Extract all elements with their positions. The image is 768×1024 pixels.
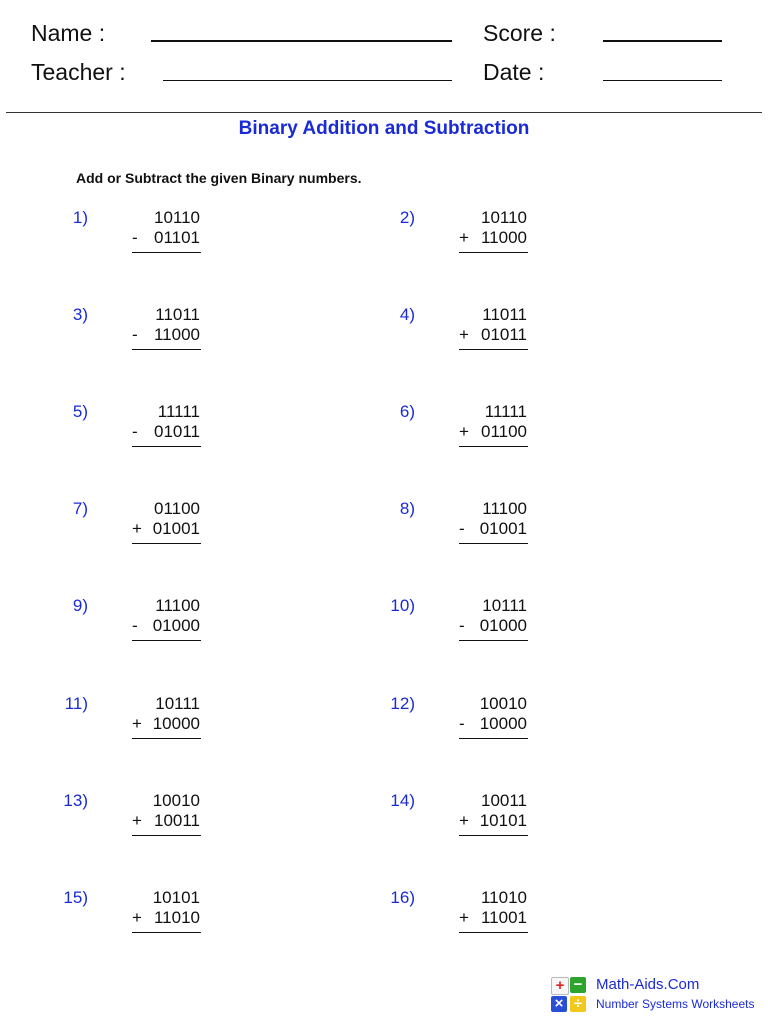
first-operand: 10111 — [155, 694, 200, 713]
date-label: Date : — [483, 59, 545, 85]
answer-line[interactable] — [132, 252, 201, 253]
second-operand: 01001 — [152, 519, 200, 538]
second-operand: 01011 — [153, 422, 200, 441]
second-operand-row — [327, 811, 527, 831]
operator: - — [132, 325, 138, 344]
problem-12 — [327, 694, 627, 764]
answer-line[interactable] — [459, 640, 528, 641]
problem-number: 11) — [64, 694, 88, 713]
teacher-label: Teacher : — [31, 59, 126, 85]
answer-line[interactable] — [459, 543, 528, 544]
second-operand-row — [0, 811, 200, 831]
second-operand: 11000 — [153, 325, 200, 344]
problem-number: 8) — [399, 499, 415, 518]
problem-14 — [327, 791, 627, 861]
header-divider — [6, 112, 762, 113]
second-operand-row — [0, 616, 200, 636]
problem-16 — [327, 888, 627, 958]
second-operand: 11001 — [480, 908, 527, 927]
second-operand-row — [0, 714, 200, 734]
first-operand: 11100 — [482, 499, 527, 518]
brand-name[interactable]: Math-Aids.Com — [596, 976, 700, 993]
score-label: Score : — [483, 20, 556, 46]
problem-11 — [0, 694, 300, 764]
second-operand-row — [0, 422, 200, 442]
problem-number: 6) — [399, 402, 415, 421]
answer-line[interactable] — [132, 932, 201, 933]
problem-10 — [327, 596, 627, 666]
second-operand: 01011 — [480, 325, 527, 344]
operator: + — [459, 422, 469, 441]
answer-line[interactable] — [459, 835, 528, 836]
problem-number: 3) — [72, 305, 88, 324]
second-operand: 11000 — [480, 228, 527, 247]
operator: - — [459, 519, 465, 538]
second-operand: 10011 — [153, 811, 200, 830]
problem-1 — [0, 208, 300, 278]
answer-line[interactable] — [459, 446, 528, 447]
problem-4 — [327, 305, 627, 375]
problem-3 — [0, 305, 300, 375]
operator: - — [132, 228, 138, 247]
times-icon: × — [551, 996, 567, 1012]
problem-number: 2) — [399, 208, 415, 227]
score-field[interactable] — [603, 40, 722, 42]
second-operand: 10000 — [152, 714, 200, 733]
problem-15 — [0, 888, 300, 958]
second-operand-row — [0, 325, 200, 345]
operator: + — [132, 908, 142, 927]
operator: + — [459, 325, 469, 344]
second-operand: 01000 — [152, 616, 200, 635]
first-operand: 11011 — [482, 305, 527, 324]
first-operand: 10011 — [480, 791, 527, 810]
second-operand: 10000 — [479, 714, 527, 733]
operator: + — [132, 811, 142, 830]
second-operand: 10101 — [479, 811, 527, 830]
problem-number: 7) — [72, 499, 88, 518]
problem-number: 10) — [390, 596, 415, 615]
answer-line[interactable] — [132, 835, 201, 836]
operator: - — [459, 616, 465, 635]
first-operand: 10111 — [482, 596, 527, 615]
page-title: Binary Addition and Subtraction — [238, 118, 530, 139]
answer-line[interactable] — [459, 349, 528, 350]
problem-13 — [0, 791, 300, 861]
first-operand: 11111 — [157, 402, 200, 421]
first-operand: 10110 — [480, 208, 527, 227]
problem-number: 13) — [63, 791, 88, 810]
problem-8 — [327, 499, 627, 569]
answer-line[interactable] — [459, 738, 528, 739]
operator: + — [132, 714, 142, 733]
second-operand: 01000 — [479, 616, 527, 635]
first-operand: 11010 — [480, 888, 527, 907]
second-operand-row — [327, 616, 527, 636]
first-operand: 11011 — [155, 305, 200, 324]
name-field[interactable] — [151, 40, 452, 42]
second-operand-row — [0, 908, 200, 928]
operator: + — [459, 228, 469, 247]
second-operand-row — [327, 422, 527, 442]
problem-number: 9) — [72, 596, 88, 615]
second-operand: 11010 — [153, 908, 200, 927]
second-operand-row — [327, 519, 527, 539]
problem-number: 14) — [390, 791, 415, 810]
second-operand: 01100 — [480, 422, 527, 441]
problem-6 — [327, 402, 627, 472]
math-aids-logo — [551, 976, 763, 1016]
problem-number: 15) — [63, 888, 88, 907]
operator: + — [459, 908, 469, 927]
problem-number: 5) — [72, 402, 88, 421]
instructions: Add or Subtract the given Binary numbers. — [76, 170, 362, 186]
problem-9 — [0, 596, 300, 666]
first-operand: 10101 — [152, 888, 200, 907]
second-operand-row — [0, 228, 200, 248]
problem-number: 1) — [72, 208, 88, 227]
answer-line[interactable] — [132, 738, 201, 739]
date-field[interactable] — [603, 80, 722, 81]
operator: - — [459, 714, 465, 733]
answer-line[interactable] — [132, 446, 201, 447]
first-operand: 11100 — [155, 596, 200, 615]
operator: + — [132, 519, 142, 538]
problem-2 — [327, 208, 627, 278]
operator: + — [459, 811, 469, 830]
divide-icon: ÷ — [570, 996, 586, 1012]
answer-line[interactable] — [132, 543, 201, 544]
second-operand: 01101 — [153, 228, 200, 247]
brand-subtitle: Number Systems Worksheets — [596, 997, 755, 1011]
answer-line[interactable] — [459, 252, 528, 253]
second-operand: 01001 — [479, 519, 527, 538]
first-operand: 11111 — [484, 402, 527, 421]
first-operand: 10010 — [479, 694, 527, 713]
problem-7 — [0, 499, 300, 569]
problem-5 — [0, 402, 300, 472]
first-operand: 10010 — [152, 791, 200, 810]
first-operand: 01100 — [153, 499, 200, 518]
teacher-field[interactable] — [163, 80, 452, 81]
answer-line[interactable] — [132, 349, 201, 350]
second-operand-row — [327, 228, 527, 248]
minus-icon: − — [570, 977, 586, 993]
second-operand-row — [0, 519, 200, 539]
second-operand-row — [327, 714, 527, 734]
name-label: Name : — [31, 20, 106, 46]
problem-number: 12) — [390, 694, 415, 713]
operator: - — [132, 422, 138, 441]
second-operand-row — [327, 325, 527, 345]
first-operand: 10110 — [153, 208, 200, 227]
plus-icon: + — [551, 977, 569, 995]
answer-line[interactable] — [459, 932, 528, 933]
second-operand-row — [327, 908, 527, 928]
operator: - — [132, 616, 138, 635]
problem-number: 4) — [399, 305, 415, 324]
answer-line[interactable] — [132, 640, 201, 641]
problem-number: 16) — [390, 888, 415, 907]
